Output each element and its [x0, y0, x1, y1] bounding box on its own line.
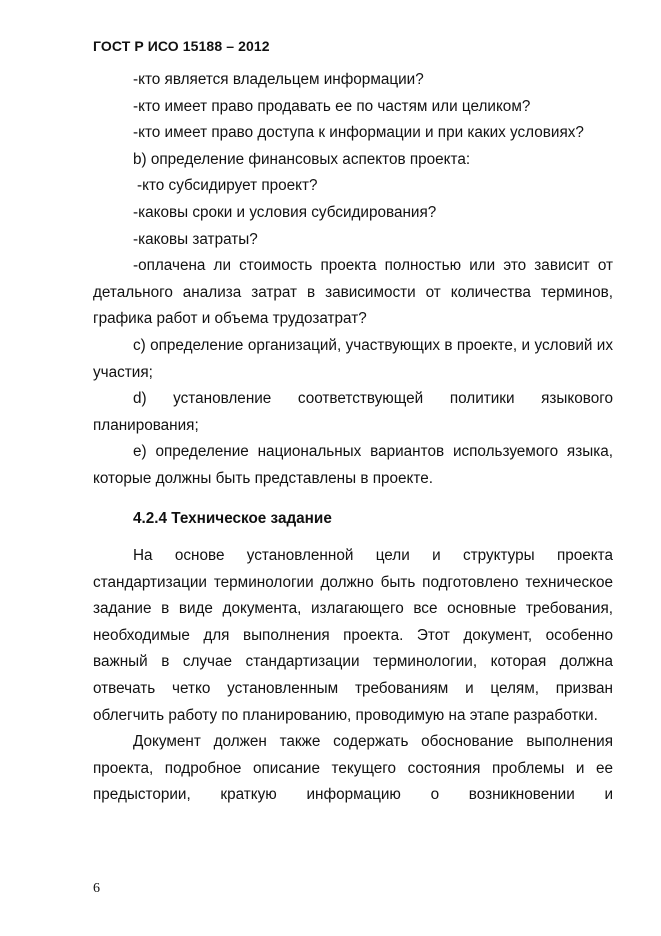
section-paragraph: На основе установленной цели и структуры проекта стандартизации терминологии должно быть подготовлено техническое задание в виде документа, излагающего все основные требования, необходимые для выполнения проекта. Этот документ, особенно важный в случае стандартизации терминологии, которая должна отвечать четко установленным требованиям и целям, призван облегчить работу по планированию, проводимую на этапе разработки.	[93, 547, 613, 724]
list-item: d) установление соответствующей политики языкового планирования;	[93, 390, 613, 434]
list-item: -оплачена ли стоимость проекта полностью или это зависит от детального анализа затрат в зависимости от количества терминов, графика работ и объема трудозатрат?	[93, 257, 613, 328]
list-item: -каковы сроки и условия субсидирования?	[133, 203, 437, 221]
list-item: -кто субсидирует проект?	[137, 177, 318, 195]
list-item: b) определение финансовых аспектов проекта:	[133, 150, 471, 168]
list-item: -кто является владельцем информации?	[133, 71, 424, 88]
section-paragraph: Документ должен также содержать обоснование выполнения проекта, подробное описание текущего состояния проблемы и ее предыстории, краткую информацию о возникновении и	[93, 733, 613, 804]
list-item: c) определение организаций, участвующих в проекте, и условий их участия;	[93, 336, 613, 381]
list-item: -кто имеет право продавать ее по частям или целиком?	[133, 97, 531, 115]
page-number: 6	[93, 881, 100, 896]
document-body	[93, 67, 613, 809]
list-item: -каковы затраты?	[133, 230, 258, 248]
document-header: ГОСТ Р ИСО 15188 – 2012	[93, 38, 270, 54]
list-item: e) определение национальных вариантов используемого языка, которые должны быть представлены в проекте.	[93, 443, 613, 487]
list-item: -кто имеет право доступа к информации и при каких условиях?	[133, 124, 584, 142]
section-heading: 4.2.4 Техническое задание	[133, 509, 332, 527]
